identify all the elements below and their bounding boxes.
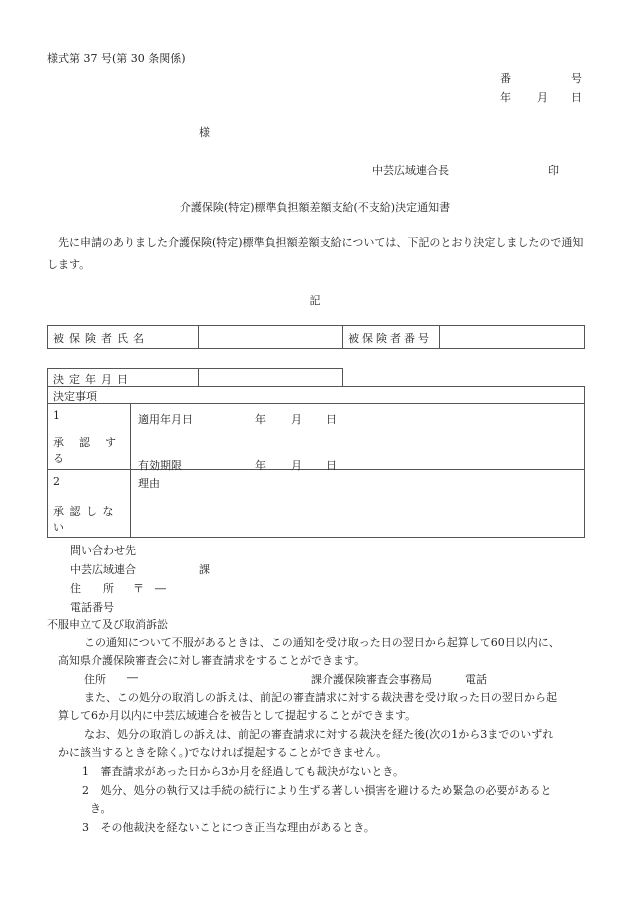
appeal-item-1	[82, 763, 404, 779]
appeal-item-1-text: 審査請求があった日から3か月を経過しても裁決がないとき。	[100, 765, 404, 778]
expiry-label: 有効期限	[138, 459, 182, 472]
intro-paragraph: 先に申請のありました介護保険(特定)標準負担額差額支給については、下記のとおり決定しましたので通知します。	[47, 236, 584, 271]
appeal-p3: なお、処分の取消しの訴えは、前記の審査請求に対する裁決を経た後(次の1から3までのいずれ	[84, 728, 554, 741]
decision-date-field[interactable]	[203, 371, 337, 385]
insured-table	[47, 325, 585, 349]
date-month: 月	[537, 91, 548, 104]
reference-go: 号	[571, 72, 582, 85]
ki-heading: 記	[309, 294, 321, 307]
contact-org: 中芸広域連合	[70, 563, 136, 576]
expiry-day: 日	[326, 459, 337, 472]
document-title: 介護保険(特定)標準負担額差額支給(不支給)決定通知書	[179, 201, 451, 214]
reason-label: 理由	[138, 477, 160, 490]
insured-number-field[interactable]	[444, 330, 580, 344]
approve-label-line1: 承 認 す	[53, 436, 118, 449]
apply-date-label: 適用年月日	[138, 413, 193, 426]
appeal-item-2-cont: き。	[90, 802, 112, 815]
appeal-p2-cont: 算して6か月以内に中芸広域連合を被告として提起することができます。	[58, 709, 417, 722]
decision-matters-table	[47, 386, 585, 538]
appeal-p2: また、この処分の取消しの訴えは、前記の審査請求に対する裁決書を受け取った日の翌日から起	[84, 691, 557, 704]
appeal-phone-label: 電話	[465, 673, 487, 686]
insured-number-label: 被保険者番号	[348, 332, 432, 345]
decision-date-label: 決定年月日	[53, 373, 133, 386]
contact-heading: 問い合わせ先	[70, 544, 136, 557]
approve-label-line2: る	[53, 452, 64, 465]
contact-address-label: 住 所	[70, 582, 114, 595]
appeal-item-3-text: その他裁決を経ないことにつき正当な理由があるとき。	[100, 821, 375, 834]
expiry-month: 月	[291, 459, 302, 472]
appeal-p3-cont: かに該当するときを除く。)でなければ提起することができません。	[58, 746, 388, 759]
apply-date-month: 月	[291, 413, 302, 426]
appeal-item-2-text: 処分、処分の執行又は手続の続行により生ずる著しい損害を避けるため緊急の必要があると	[100, 784, 552, 797]
apply-date-day: 日	[326, 413, 337, 426]
approve-label	[53, 434, 127, 466]
appeal-address-label: 住所	[84, 673, 106, 686]
appeal-item-2	[82, 782, 552, 798]
addressee-suffix: 様	[199, 126, 210, 139]
expiry-year: 年	[255, 459, 266, 472]
contact-section: 課	[199, 563, 210, 576]
appeal-item-2-number: 2	[82, 784, 89, 797]
contact-postal: 〒 ―	[133, 582, 166, 595]
issuer: 中芸広域連合長	[372, 164, 449, 177]
appeal-address-dash: ―	[127, 671, 138, 684]
form-number: 様式第 37 号(第 30 条関係)	[47, 52, 186, 65]
reference-ban: 番	[500, 72, 511, 85]
reject-label-line2: い	[53, 521, 64, 534]
appeal-office: 課介護保険審査会事務局	[311, 673, 432, 686]
insured-name-label: 被保険者氏名	[53, 332, 149, 345]
reject-label-line1: 承 認 し な	[53, 505, 115, 518]
reject-label	[53, 503, 127, 535]
appeal-p1-cont: 高知県介護保険審査会に対し審査請求をすることができます。	[58, 654, 366, 667]
contact-phone-label: 電話番号	[70, 601, 114, 614]
appeal-item-3-number: 3	[82, 821, 89, 834]
date-year: 年	[500, 91, 511, 104]
appeal-p1: この通知について不服があるときは、この通知を受け取った日の翌日から起算して60日以内に、	[84, 636, 560, 649]
approve-number: 1	[53, 409, 60, 422]
insured-name-field[interactable]	[203, 330, 337, 344]
appeal-heading: 不服申立て及び取消訴訟	[47, 618, 168, 631]
apply-date-year: 年	[255, 413, 266, 426]
appeal-item-3	[82, 819, 375, 835]
decision-date-row	[47, 368, 343, 387]
reject-number: 2	[53, 475, 60, 488]
seal-mark: 印	[548, 164, 559, 177]
date-day: 日	[571, 91, 582, 104]
decision-matters-label: 決定事項	[53, 390, 97, 403]
appeal-item-1-number: 1	[82, 765, 89, 778]
